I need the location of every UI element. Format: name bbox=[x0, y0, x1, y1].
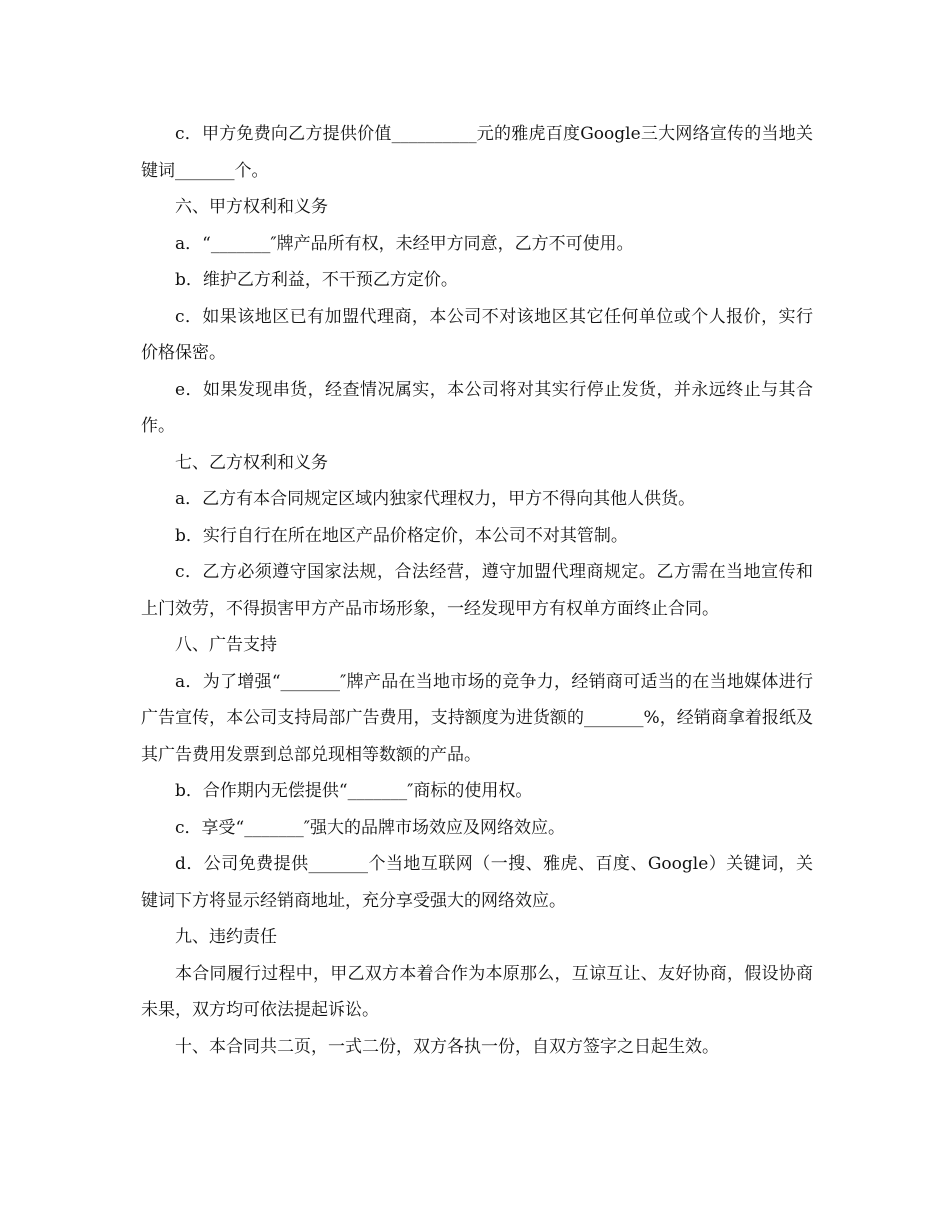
clause-8a: a．为了增强“_______″牌产品在当地市场的竞争力，经销商可适当的在当地媒体进行广告宣传，本公司支持局部广告费用，支持额度为进货额的_______%，经销商拿着报纸及其广告费用发票到总部兑现相等数额的产品。 bbox=[141, 671, 813, 765]
clause-6a: a．“_______″牌产品所有权，未经甲方同意，乙方不可使用。 bbox=[175, 233, 634, 254]
section-heading-8: 八、广告支持 bbox=[175, 635, 277, 655]
section-heading-6: 六、甲方权利和义务 bbox=[175, 197, 328, 217]
clause-6e: e．如果发现串货，经查情况属实，本公司将对其实行停止发货，并永远终止与其合作。 bbox=[141, 379, 813, 436]
section-heading-7: 七、乙方权利和义务 bbox=[175, 452, 328, 473]
clause-8c: c．享受“_______″强大的品牌市场效应及网络效应。 bbox=[175, 817, 566, 838]
section-heading-9: 九、违约责任 bbox=[175, 927, 277, 947]
clause-6c: c．如果该地区已有加盟代理商，本公司不对该地区其它任何单位或个人报价，实行价格保密。 bbox=[141, 306, 813, 363]
clause-7a: a．乙方有本合同规定区域内独家代理权力，甲方不得向其他人供货。 bbox=[175, 489, 696, 509]
clause-6c-network-keywords: c．甲方免费向乙方提供价值__________元的雅虎百度Google三大网络宣传的当地关键词_______个。 bbox=[141, 124, 813, 181]
document-body bbox=[141, 116, 813, 1065]
clause-7c: c．乙方必须遵守国家法规，合法经营，遵守加盟代理商规定。乙方需在当地宣传和上门效劳，不得损害甲方产品市场形象，一经发现甲方有权单方面终止合同。 bbox=[141, 562, 813, 619]
clause-9-body: 本合同履行过程中，甲乙双方本着合作为本原那么，互谅互让、友好协商，假设协商未果，双方均可依法提起诉讼。 bbox=[141, 963, 813, 1020]
section-heading-10: 十、本合同共二页，一式二份，双方各执一份，自双方签字之日起生效。 bbox=[175, 1036, 719, 1057]
clause-8b: b．合作期内无偿提供“_______″商标的使用权。 bbox=[175, 781, 533, 801]
clause-7b: b．实行自行在所在地区产品价格定价，本公司不对其管制。 bbox=[175, 525, 628, 546]
clause-6b: b．维护乙方利益，不干预乙方定价。 bbox=[175, 270, 458, 290]
clause-8d: d．公司免费提供_______个当地互联网（一搜、雅虎、百度、Google）关键词，关键词下方将显示经销商地址，充分享受强大的网络效应。 bbox=[141, 854, 813, 911]
